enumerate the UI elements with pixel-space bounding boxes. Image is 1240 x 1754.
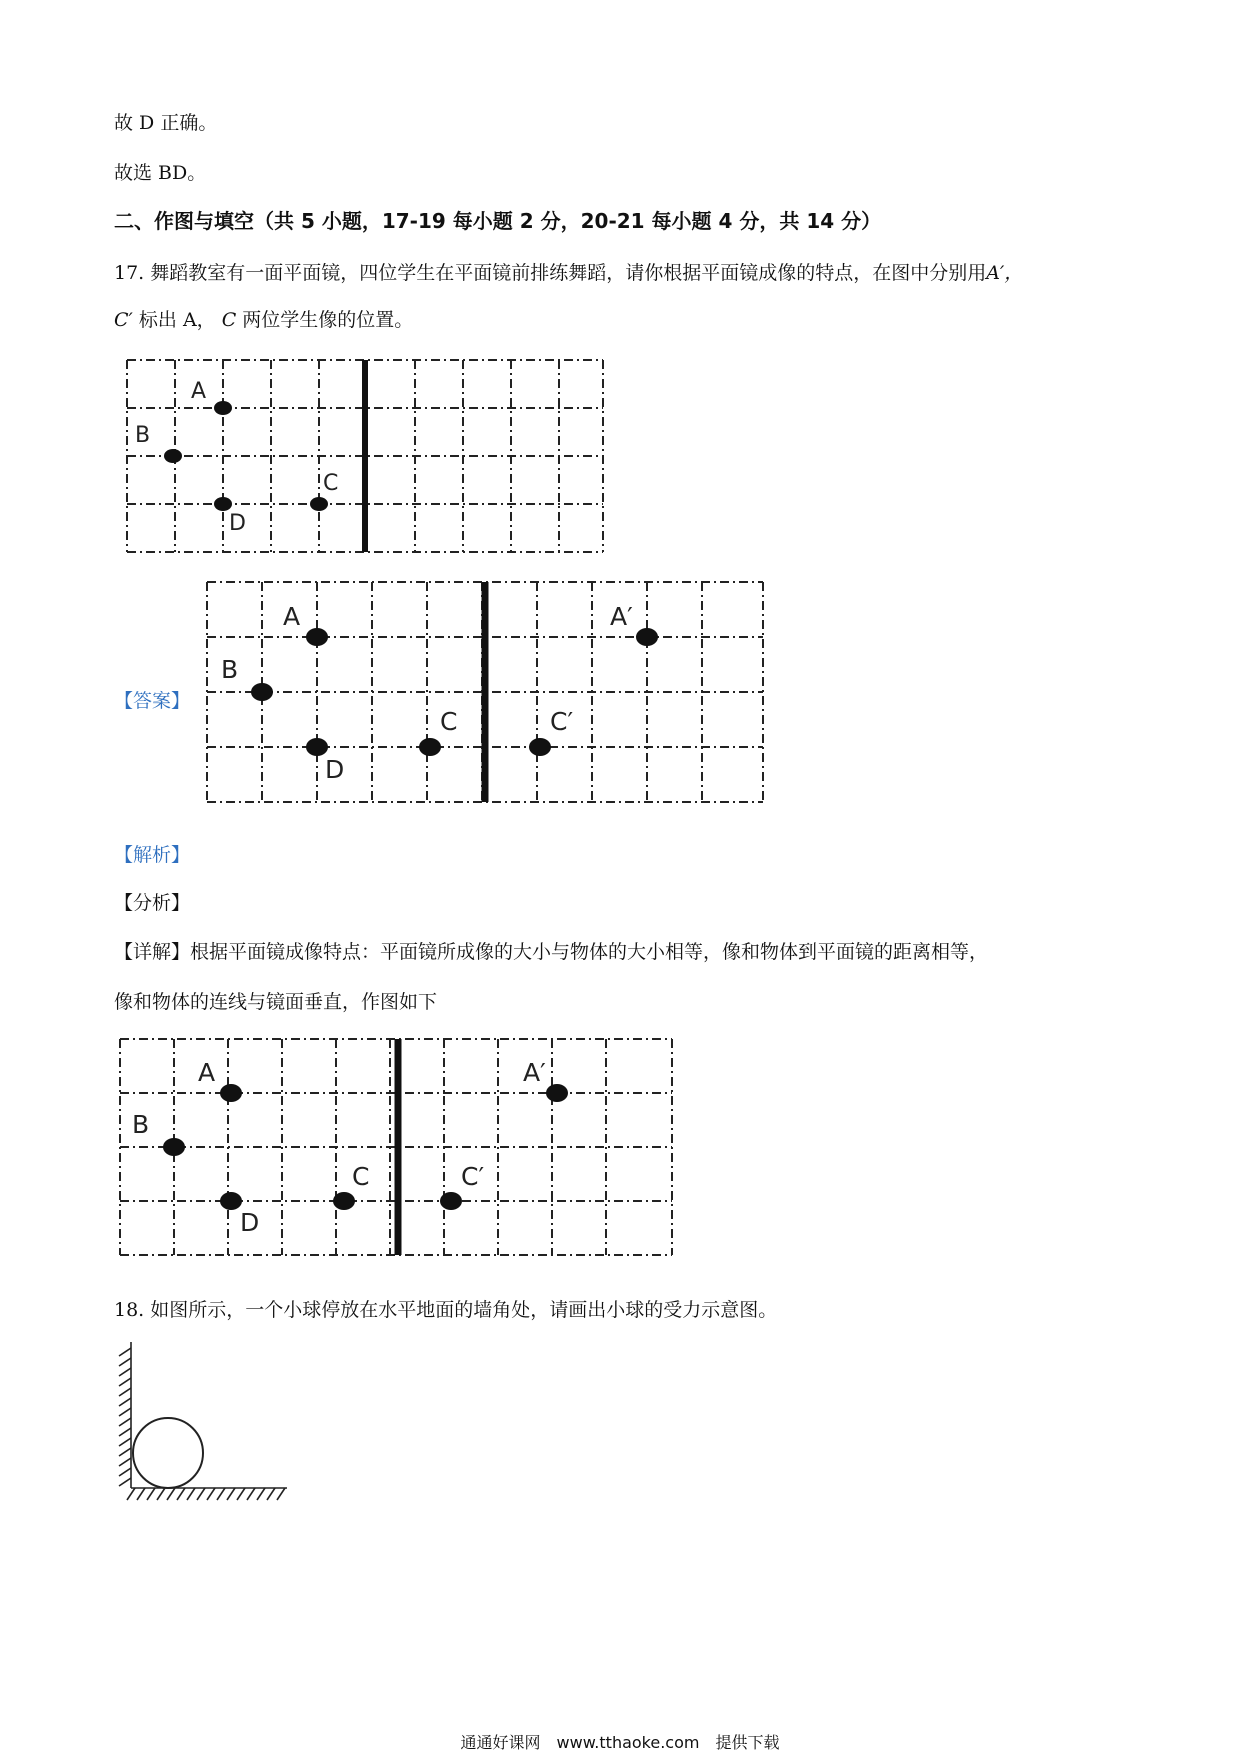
- ball: [133, 1418, 203, 1488]
- label-b: B: [135, 423, 151, 448]
- floor-hatching: [127, 1488, 285, 1500]
- label-d: D: [229, 511, 246, 536]
- symbol-c-prime: C′: [114, 309, 133, 331]
- label-b: B: [221, 655, 239, 684]
- fenxi-tag: 【分析】: [114, 892, 191, 914]
- label-b: B: [132, 1110, 150, 1139]
- label-c-prime: C′: [550, 707, 574, 736]
- label-c-prime: C′: [461, 1162, 485, 1191]
- text-line-2: 故选 BD。: [114, 162, 207, 184]
- detail-grid-figure: [118, 1037, 674, 1259]
- wall-hatching: [119, 1348, 131, 1486]
- text-line-1: 故 D 正确。: [114, 112, 218, 134]
- label-a-prime: A′: [610, 602, 633, 631]
- point-b: [251, 683, 273, 701]
- question-17-text-3: 两位学生像的位置。: [236, 309, 414, 331]
- point-d: [306, 738, 328, 756]
- label-c: C: [352, 1162, 370, 1191]
- label-c: C: [323, 471, 339, 496]
- point-a: [214, 401, 232, 415]
- question-grid-figure: [125, 358, 605, 556]
- question-17-line-2: [114, 305, 413, 332]
- point-c: [310, 497, 328, 511]
- question-17-text-2: 标出 A，: [132, 309, 222, 331]
- symbol-a-prime: A′，: [986, 262, 1024, 284]
- symbol-c: C: [221, 309, 237, 331]
- point-a-prime: [546, 1084, 568, 1102]
- detail-line-2: 像和物体的连线与镜面垂直，作图如下: [114, 991, 438, 1013]
- point-d: [220, 1192, 242, 1210]
- point-b: [164, 449, 182, 463]
- point-b: [163, 1138, 185, 1156]
- question-18: 18. 如图所示，一个小球停放在水平地面的墙角处，请画出小球的受力示意图。: [114, 1299, 778, 1321]
- answer-tag: 【答案】: [114, 690, 191, 712]
- point-a: [306, 628, 328, 646]
- point-c: [419, 738, 441, 756]
- question-17-line-1: [114, 258, 1023, 285]
- label-c: C: [440, 707, 458, 736]
- label-d: D: [325, 755, 345, 784]
- label-d: D: [240, 1208, 260, 1237]
- point-d: [214, 497, 232, 511]
- label-a: A: [198, 1058, 216, 1087]
- footer-source: 通通好课网 www.tthaoke.com 提供下载: [460, 1733, 780, 1752]
- point-a-prime: [636, 628, 658, 646]
- point-a: [220, 1084, 242, 1102]
- analysis-tag: 【解析】: [114, 844, 191, 866]
- section-title: 二、作图与填空（共 5 小题，17-19 每小题 2 分，20-21 每小题 4 分，共 14 分）: [114, 209, 882, 233]
- detail-line-1: 【详解】根据平面镜成像特点：平面镜所成像的大小与物体的大小相等，像和物体到平面镜的距离相等，: [114, 941, 989, 963]
- answer-grid-figure: [205, 580, 765, 806]
- point-c: [333, 1192, 355, 1210]
- label-a: A: [283, 602, 301, 631]
- point-c-prime: [440, 1192, 462, 1210]
- label-a: A: [191, 379, 207, 404]
- point-c-prime: [529, 738, 551, 756]
- ball-corner-figure: [115, 1340, 295, 1515]
- question-17-text: 17. 舞蹈教室有一面平面镜，四位学生在平面镜前排练舞蹈，请你根据平面镜成像的特点，在图中分别用: [114, 262, 987, 284]
- label-a-prime: A′: [523, 1058, 546, 1087]
